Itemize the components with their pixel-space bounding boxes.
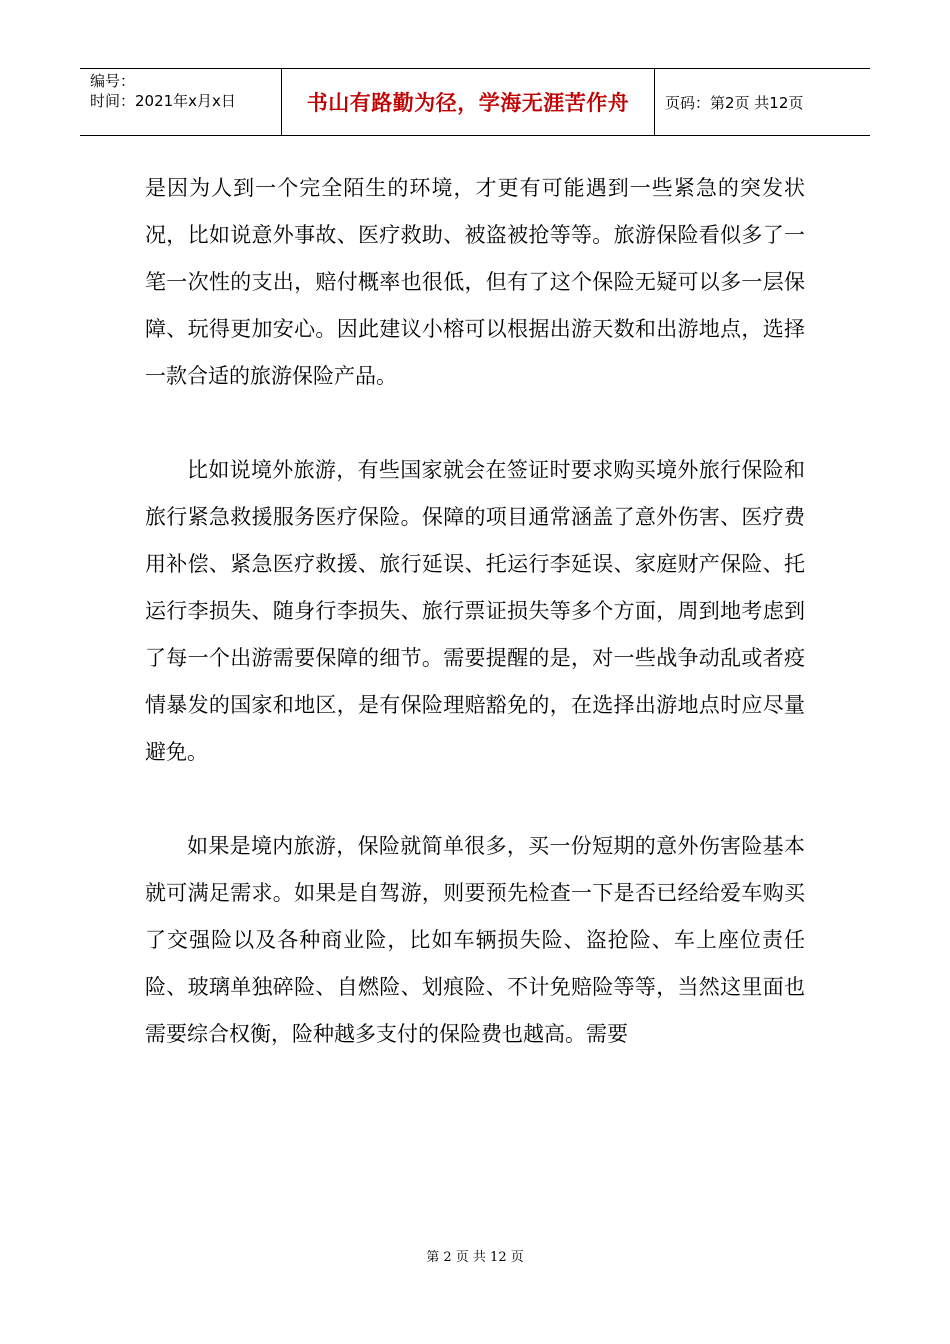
paragraph-spacer <box>145 776 805 823</box>
paragraph-spacer <box>145 400 805 447</box>
paragraph-domestic-travel: 如果是境内旅游，保险就简单很多，买一份短期的意外伤害险基本就可满足需求。如果是自驾游，则要预先检查一下是否已经给爱车购买了交强险以及各种商业险，比如车辆损失险、盗抢险、车上座位责任险、玻璃单独碎险、自燃险、划痕险、不计免赔险等等，当然这里面也需要综合权衡，险种越多支付的保险费也越高。需要 <box>145 834 805 1046</box>
header-page-cell <box>655 69 870 135</box>
header-motto: 书山有路勤为径，学海无涯苦作舟 <box>306 91 630 115</box>
header-page-number: 页码：第2页 共12页 <box>665 93 804 112</box>
document-date-label: 时间：2021年x月x日 <box>90 92 236 110</box>
header-motto-cell <box>282 69 655 135</box>
paragraph-overseas-travel: 比如说境外旅游，有些国家就会在签证时要求购买境外旅行保险和旅行紧急救援服务医疗保险。保障的项目通常涵盖了意外伤害、医疗费用补偿、紧急医疗救援、旅行延误、托运行李延误、家庭财产保险、托运行李损失、随身行李损失、旅行票证损失等多个方面，周到地考虑到了每一个出游需要保障的细节。需要提醒的是，对一些战争动乱或者疫情暴发的国家和地区，是有保险理赔豁免的，在选择出游地点时应尽量避免。 <box>145 458 805 764</box>
document-number-label: 编号： <box>90 72 136 90</box>
document-body <box>145 165 805 1058</box>
header-meta-cell <box>80 69 282 135</box>
document-header <box>80 68 870 136</box>
paragraph-continued: 是因为人到一个完全陌生的环境，才更有可能遇到一些紧急的突发状况，比如说意外事故、医疗救助、被盗被抢等等。旅游保险看似多了一笔一次性的支出，赔付概率也很低，但有了这个保险无疑可以多一层保障、玩得更加安心。因此建议小榕可以根据出游天数和出游地点，选择一款合适的旅游保险产品。 <box>145 176 805 388</box>
page-footer: 第 2 页 共 12 页 <box>426 1250 524 1265</box>
